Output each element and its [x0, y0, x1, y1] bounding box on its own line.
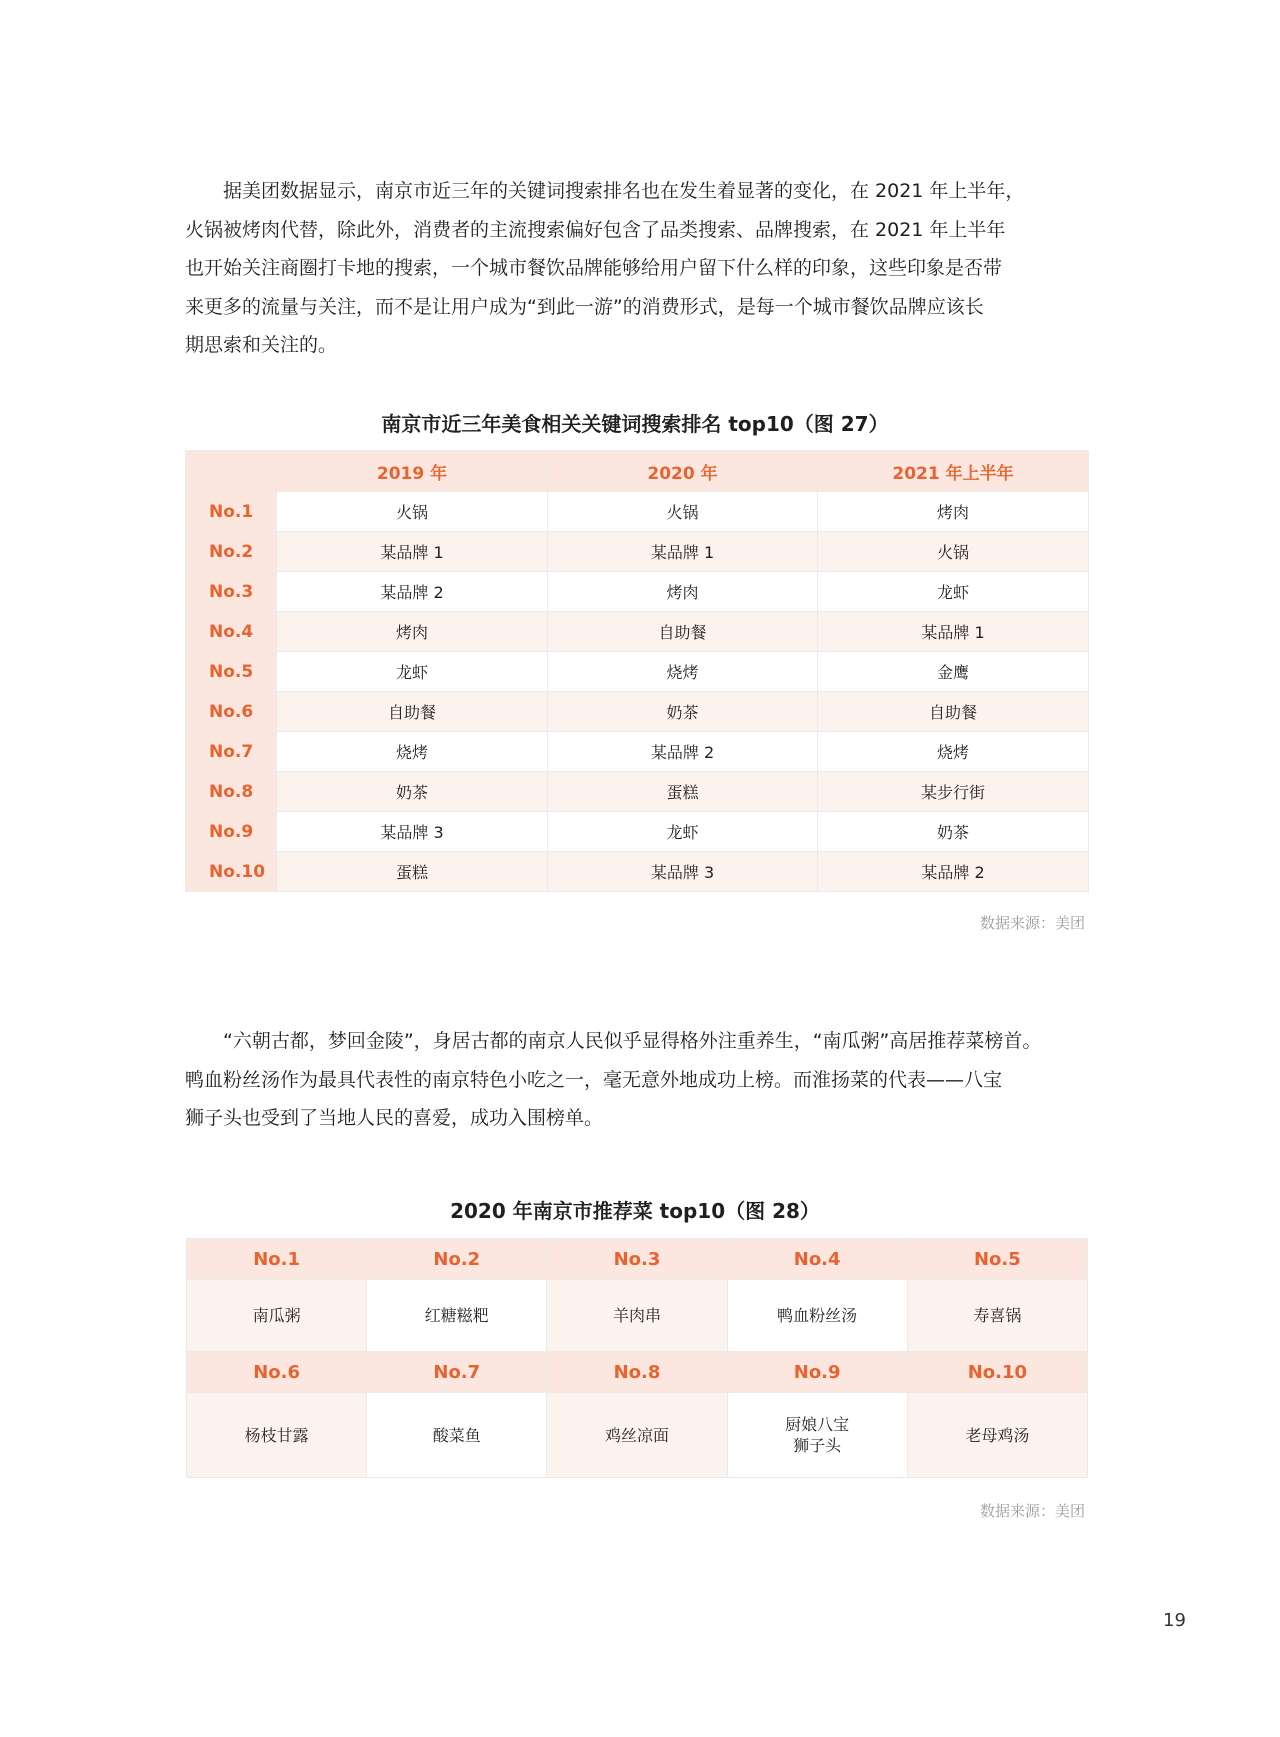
intro-paragraph — [185, 172, 1085, 365]
dish-name: 老母鸡汤 — [965, 1425, 1030, 1445]
header-corner-cell — [186, 451, 277, 492]
table-row — [186, 532, 1089, 572]
recommended-dishes-table — [186, 1238, 1088, 1478]
cell-2019: 龙虾 — [277, 652, 548, 692]
cell-2019: 某品牌 1 — [277, 532, 548, 572]
rank-cell: No.1 — [187, 1239, 367, 1280]
paragraph-line: “六朝古都，梦回金陵”，身居古都的南京人民似乎显得格外注重养生，“南瓜粥”高居推荐菜榜首。 — [223, 1030, 1042, 1052]
cell-2020: 蛋糕 — [548, 772, 818, 812]
cell-2019: 烧烤 — [277, 732, 548, 772]
paragraph-line: 火锅被烤肉代替，除此外，消费者的主流搜索偏好包含了品类搜索、品牌搜索，在 2021 年上半年 — [185, 218, 1006, 241]
rank-row — [187, 1239, 1088, 1280]
table-header-row — [186, 451, 1089, 492]
cell-2019: 烤肉 — [277, 612, 548, 652]
cell-2021: 金鹰 — [818, 652, 1089, 692]
cell-2020: 某品牌 2 — [548, 732, 818, 772]
dish-cell — [367, 1393, 547, 1478]
header-2019: 2019 年 — [277, 451, 548, 492]
paragraph-line: 来更多的流量与关注，而不是让用户成为“到此一游”的消费形式，是每一个城市餐饮品牌应该长 — [185, 295, 984, 318]
rank-cell: No.2 — [367, 1239, 547, 1280]
rank-cell: No.9 — [727, 1352, 907, 1393]
cell-2021: 烧烤 — [818, 732, 1089, 772]
dish-name: 鸡丝凉面 — [604, 1425, 669, 1445]
paragraph-line: 狮子头也受到了当地人民的喜爱，成功入围榜单。 — [185, 1107, 604, 1129]
rank-cell: No.4 — [727, 1239, 907, 1280]
paragraph-line: 鸭血粉丝汤作为最具代表性的南京特色小吃之一，毫无意外地成功上榜。而淮扬菜的代表——八宝 — [185, 1068, 1003, 1091]
rank-cell: No.8 — [547, 1352, 727, 1393]
rank-row — [187, 1352, 1088, 1393]
cell-2020: 自助餐 — [548, 612, 818, 652]
dish-cell — [187, 1393, 367, 1478]
cell-2021: 奶茶 — [818, 812, 1089, 852]
table-row — [186, 612, 1089, 652]
paragraph-line: 据美团数据显示，南京市近三年的关键词搜索排名也在发生着显著的变化，在 2021 年上半年， — [223, 180, 1025, 202]
rank-cell: No.7 — [186, 732, 277, 772]
rank-cell: No.2 — [186, 532, 277, 572]
header-2020: 2020 年 — [548, 451, 818, 492]
dish-cell — [187, 1280, 367, 1352]
cell-2021: 火锅 — [818, 532, 1089, 572]
cell-2020: 火锅 — [548, 492, 818, 532]
dish-name: 寿喜锅 — [973, 1306, 1022, 1325]
rank-cell: No.3 — [547, 1239, 727, 1280]
dish-cell — [907, 1393, 1087, 1478]
dish-cell — [547, 1280, 727, 1352]
rank-cell: No.9 — [186, 812, 277, 852]
cell-2019: 火锅 — [277, 492, 548, 532]
cell-2020: 某品牌 1 — [548, 532, 818, 572]
cell-2021: 某品牌 2 — [818, 852, 1089, 892]
dish-name: 南瓜粥 — [252, 1306, 301, 1325]
cell-2020: 某品牌 3 — [548, 852, 818, 892]
cell-2019: 某品牌 2 — [277, 572, 548, 612]
cell-2020: 奶茶 — [548, 692, 818, 732]
dish-row — [187, 1280, 1088, 1352]
dish-name: 厨娘八宝 狮子头 — [785, 1415, 850, 1455]
cell-2019: 某品牌 3 — [277, 812, 548, 852]
dish-cell — [727, 1280, 907, 1352]
rank-cell: No.3 — [186, 572, 277, 612]
cell-2021: 烤肉 — [818, 492, 1089, 532]
paragraph-line: 也开始关注商圈打卡地的搜索，一个城市餐饮品牌能够给用户留下什么样的印象，这些印象是否带 — [185, 257, 1003, 279]
cell-2020: 龙虾 — [548, 812, 818, 852]
dish-cell — [367, 1280, 547, 1352]
keyword-ranking-table — [185, 450, 1089, 892]
dish-cell — [727, 1393, 907, 1478]
rank-cell: No.6 — [186, 692, 277, 732]
table-row — [186, 852, 1089, 892]
table-row — [186, 732, 1089, 772]
rank-cell: No.8 — [186, 772, 277, 812]
dish-row — [187, 1393, 1088, 1478]
rank-cell: No.10 — [186, 852, 277, 892]
rank-cell: No.5 — [907, 1239, 1087, 1280]
dish-name: 酸菜鱼 — [432, 1425, 481, 1445]
page-number: 19 — [1163, 1610, 1186, 1631]
cell-2021: 龙虾 — [818, 572, 1089, 612]
cell-2019: 奶茶 — [277, 772, 548, 812]
rank-cell: No.6 — [187, 1352, 367, 1393]
header-2021-h1: 2021 年上半年 — [818, 451, 1089, 492]
table-row — [186, 652, 1089, 692]
table-row — [186, 692, 1089, 732]
rank-cell: No.7 — [367, 1352, 547, 1393]
table1-caption: 南京市近三年美食相关关键词搜索排名 top10（图 27） — [381, 412, 889, 436]
rank-cell: No.1 — [186, 492, 277, 532]
table2-source: 数据来源：美团 — [979, 1502, 1085, 1520]
dish-name: 红糖糍粑 — [424, 1306, 489, 1325]
cell-2021: 某步行街 — [818, 772, 1089, 812]
dish-name: 鸭血粉丝汤 — [777, 1306, 858, 1325]
rank-cell: No.10 — [907, 1352, 1087, 1393]
paragraph-line: 期思索和关注的。 — [185, 334, 338, 356]
cell-2020: 烧烤 — [548, 652, 818, 692]
dishes-paragraph — [185, 1022, 1085, 1138]
dish-cell — [547, 1393, 727, 1478]
cell-2019: 蛋糕 — [277, 852, 548, 892]
rank-cell: No.4 — [186, 612, 277, 652]
table-row — [186, 572, 1089, 612]
cell-2020: 烤肉 — [548, 572, 818, 612]
cell-2021: 某品牌 1 — [818, 612, 1089, 652]
table-row — [186, 812, 1089, 852]
table1-source: 数据来源：美团 — [979, 914, 1085, 932]
rank-cell: No.5 — [186, 652, 277, 692]
cell-2019: 自助餐 — [277, 692, 548, 732]
cell-2021: 自助餐 — [818, 692, 1089, 732]
table-row — [186, 772, 1089, 812]
dish-name: 羊肉串 — [612, 1306, 661, 1325]
dish-name: 杨枝甘露 — [244, 1425, 309, 1445]
dish-cell — [907, 1280, 1087, 1352]
table-body — [186, 492, 1089, 892]
table-row — [186, 492, 1089, 532]
table2-caption: 2020 年南京市推荐菜 top10（图 28） — [450, 1199, 820, 1223]
